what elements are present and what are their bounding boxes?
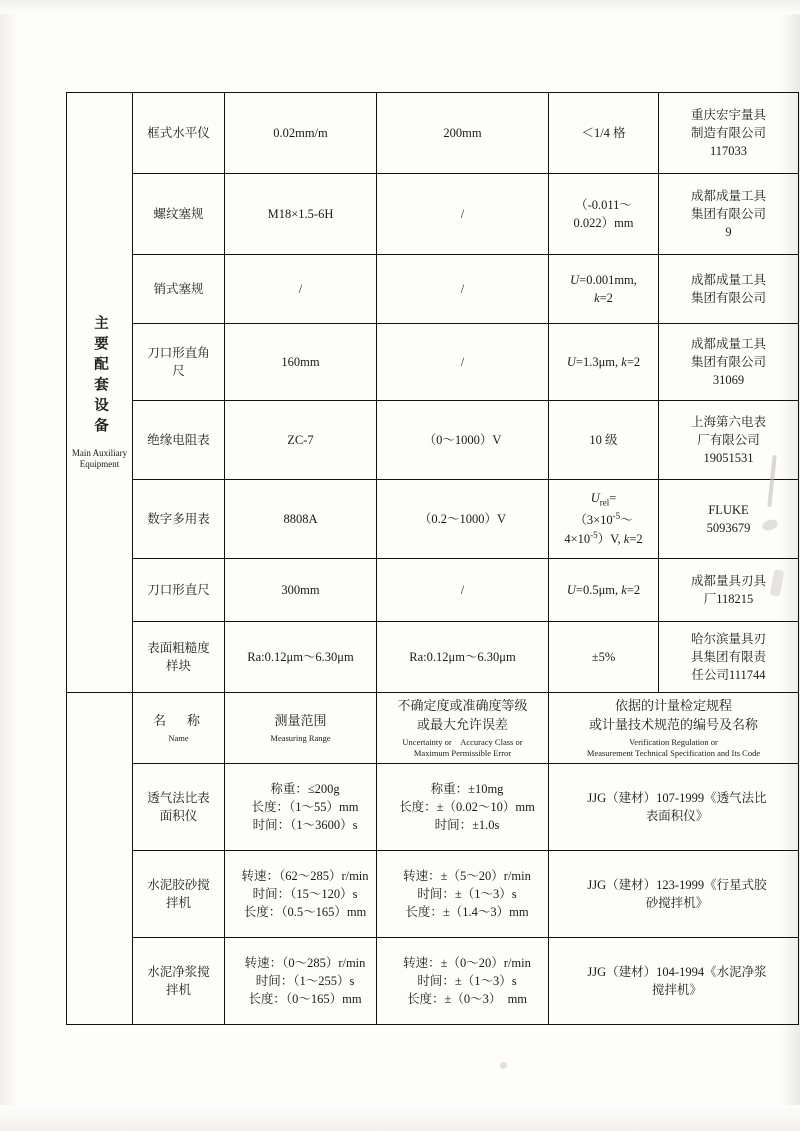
equipment-accuracy: ＜1/4 格 (549, 93, 659, 174)
equipment-spec: / (377, 174, 549, 255)
table-row (67, 559, 799, 622)
equipment-range: Ra:0.12μm～6.30μm (225, 622, 377, 693)
equipment-name: 绝缘电阻表 (133, 401, 225, 480)
table-row (67, 174, 799, 255)
scan-artifact-dot (500, 1062, 507, 1069)
equipment-maker: 成都成量工具 集团有限公司 9 (659, 174, 799, 255)
instrument-range: 转速：（0～285）r/min 时间：（1～255）s 长度：（0～165）mm (225, 938, 377, 1025)
equipment-maker: 上海第六电表 厂有限公司 19051531 (659, 401, 799, 480)
equipment-maker: 成都量具刃具 厂118215 (659, 559, 799, 622)
header-regulation: 依据的计量检定规程 或计量技术规范的编号及名称 Verification Regulation or Measurement Technical Specification and Its Code (549, 693, 799, 764)
section-label-en-line2: Equipment (79, 459, 120, 469)
equipment-name: 销式塞规 (133, 255, 225, 324)
equipment-spec: / (377, 324, 549, 401)
equipment-name: 刀口形直尺 (133, 559, 225, 622)
equipment-range: ZC-7 (225, 401, 377, 480)
equipment-accuracy: ±5% (549, 622, 659, 693)
equipment-accuracy: $U_{rel}=$ （$3\times 10^{-5}\sim$ $4\times 10^{-5})V$, k=2 (549, 480, 659, 559)
equipment-name: 框式水平仪 (133, 93, 225, 174)
equipment-maker: 成都成量工具 集团有限公司 31069 (659, 324, 799, 401)
instrument-range: 转速：（62～285）r/min 时间：（15～120）s 长度：（0.5～165）mm (225, 851, 377, 938)
table-row (67, 324, 799, 401)
instrument-name: 透气法比表 面积仪 (133, 764, 225, 851)
paper-edge-top (0, 0, 800, 14)
equipment-maker: 重庆宏宇量具 制造有限公司 117033 (659, 93, 799, 174)
equipment-range: M18×1.5-6H (225, 174, 377, 255)
table-header-row (67, 693, 799, 764)
equipment-spec: / (377, 559, 549, 622)
instrument-name: 水泥净浆搅 拌机 (133, 938, 225, 1025)
instrument-name: 水泥胶砂搅 拌机 (133, 851, 225, 938)
equipment-range: 8808A (225, 480, 377, 559)
table-row (67, 851, 799, 938)
equipment-accuracy: U=1.3μm, k=2 (549, 324, 659, 401)
equipment-spec: 200mm (377, 93, 549, 174)
header-uncertainty: 不确定度或准确度等级 或最大允许误差 Uncertainty or Accuracy Class or Maximum Permissible Error (377, 693, 549, 764)
instrument-uncertainty: 转速：±（0～20）r/min 时间：±（1～3）s 长度：±（0～3） mm (377, 938, 549, 1025)
instrument-regulation: JJG（建材）123-1999《行星式胶 砂搅拌机》 (549, 851, 799, 938)
equipment-maker: 成都成量工具 集团有限公司 (659, 255, 799, 324)
equipment-range: 300mm (225, 559, 377, 622)
table-row (67, 938, 799, 1025)
equipment-spec: / (377, 255, 549, 324)
equipment-name: 刀口形直角 尺 (133, 324, 225, 401)
equipment-name: 表面粗糙度 样块 (133, 622, 225, 693)
equipment-range: / (225, 255, 377, 324)
table-row (67, 93, 799, 174)
instrument-uncertainty: 转速：±（5～20）r/min 时间：±（1～3）s 长度：±（1.4～3）mm (377, 851, 549, 938)
table-row (67, 401, 799, 480)
section-label-en-line1: Main Auxiliary (71, 447, 128, 458)
table-row (67, 255, 799, 324)
table-row (67, 622, 799, 693)
table-row (67, 480, 799, 559)
section-label-cell-empty (67, 693, 133, 1025)
equipment-name: 数字多用表 (133, 480, 225, 559)
instrument-regulation: JJG（建材）104-1994《水泥净浆 搅拌机》 (549, 938, 799, 1025)
equipment-spec: Ra:0.12μm～6.30μm (377, 622, 549, 693)
section-label-cell (67, 93, 133, 693)
equipment-range: 0.02mm/m (225, 93, 377, 174)
table-row (67, 764, 799, 851)
equipment-table (66, 92, 799, 1025)
equipment-accuracy: （-0.011～ 0.022）mm (549, 174, 659, 255)
instrument-uncertainty: 称重：±10mg 长度：±（0.02～10）mm 时间：±1.0s (377, 764, 549, 851)
equipment-accuracy: U=0.5μm, k=2 (549, 559, 659, 622)
section-label-cn: 主要配套设备 (92, 314, 108, 438)
equipment-spec: （0.2～1000）V (377, 480, 549, 559)
equipment-name: 螺纹塞规 (133, 174, 225, 255)
equipment-accuracy: 10 级 (549, 401, 659, 480)
header-name: 名 称 Name (133, 693, 225, 764)
equipment-accuracy: U=0.001mm, k=2 (549, 255, 659, 324)
equipment-spec: （0～1000）V (377, 401, 549, 480)
instrument-range: 称重：≤200g 长度：（1～55）mm 时间：（1～3600）s (225, 764, 377, 851)
equipment-maker: FLUKE 5093679 (659, 480, 799, 559)
equipment-maker: 哈尔滨量具刃 具集团有限责 任公司111744 (659, 622, 799, 693)
header-range: 测量范围 Measuring Range (225, 693, 377, 764)
paper-edge-left (0, 0, 18, 1131)
instrument-regulation: JJG（建材）107-1999《透气法比 表面积仪》 (549, 764, 799, 851)
equipment-range: 160mm (225, 324, 377, 401)
paper-edge-bottom (0, 1105, 800, 1131)
